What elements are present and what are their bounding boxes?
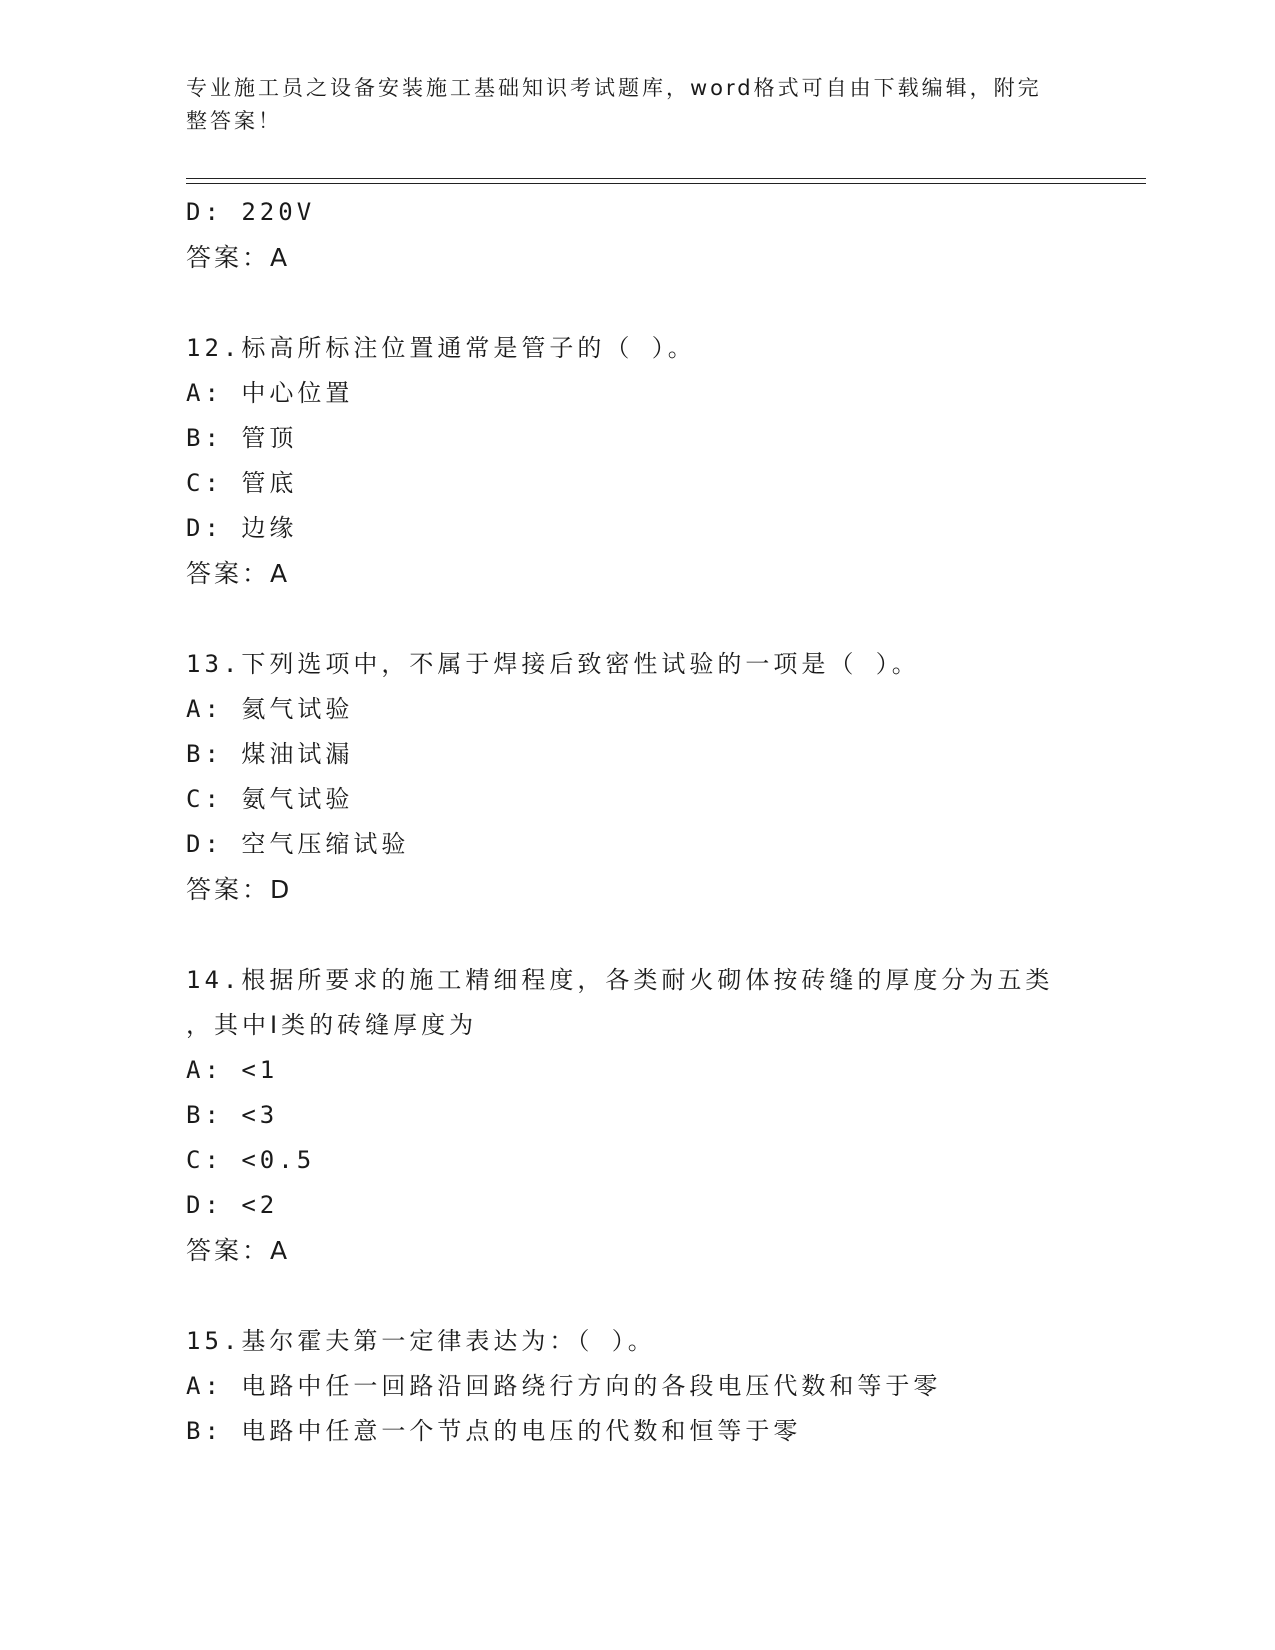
option-a: A: 中心位置 [186,379,354,407]
question-stem: 15.基尔霍夫第一定律表达为：（ ）。 [186,1327,656,1355]
option-c: C: 氨气试验 [186,785,354,813]
option-d: D: 空气压缩试验 [186,830,410,858]
header-rule-bottom [186,183,1146,184]
option-a: A: 氦气试验 [186,695,354,723]
option-d: D: 220V [186,198,316,226]
question-11-tail [186,190,1086,280]
option-a: A: 电路中任一回路沿回路绕行方向的各段电压代数和等于零 [186,1372,942,1400]
option-b: B: 煤油试漏 [186,740,354,768]
answer: 答案：D [186,875,293,904]
option-b: B: 电路中任意一个节点的电压的代数和恒等于零 [186,1417,802,1445]
option-b: B: 管顶 [186,424,298,452]
answer: 答案：A [186,243,291,272]
answer: 答案：A [186,559,291,588]
header-title-line-1: 专业施工员之设备安装施工基础知识考试题库，word格式可自由下载编辑，附完 [186,76,1042,100]
option-d: D: <2 [186,1191,279,1219]
option-b: B: <3 [186,1101,279,1129]
header-title-line-2: 整答案！ [186,109,282,133]
question-list [186,190,1086,1454]
header-rule-top [186,178,1146,179]
question-14 [186,958,1086,1273]
question-stem: 13.下列选项中，不属于焊接后致密性试验的一项是（ ）。 [186,650,920,678]
question-stem-line-2: ，其中Ⅰ类的砖缝厚度为 [186,1011,478,1039]
option-c: C: 管底 [186,469,298,497]
question-15 [186,1319,1086,1454]
option-d: D: 边缘 [186,514,298,542]
question-stem-line-1: 14.根据所要求的施工精细程度，各类耐火砌体按砖缝的厚度分为五类 [186,966,1054,994]
question-12 [186,326,1086,596]
answer: 答案：A [186,1236,291,1265]
option-c: C: <0.5 [186,1146,316,1174]
document-header [186,72,1066,138]
question-stem: 12.标高所标注位置通常是管子的（ ）。 [186,334,696,362]
question-13 [186,642,1086,912]
option-a: A: <1 [186,1056,279,1084]
